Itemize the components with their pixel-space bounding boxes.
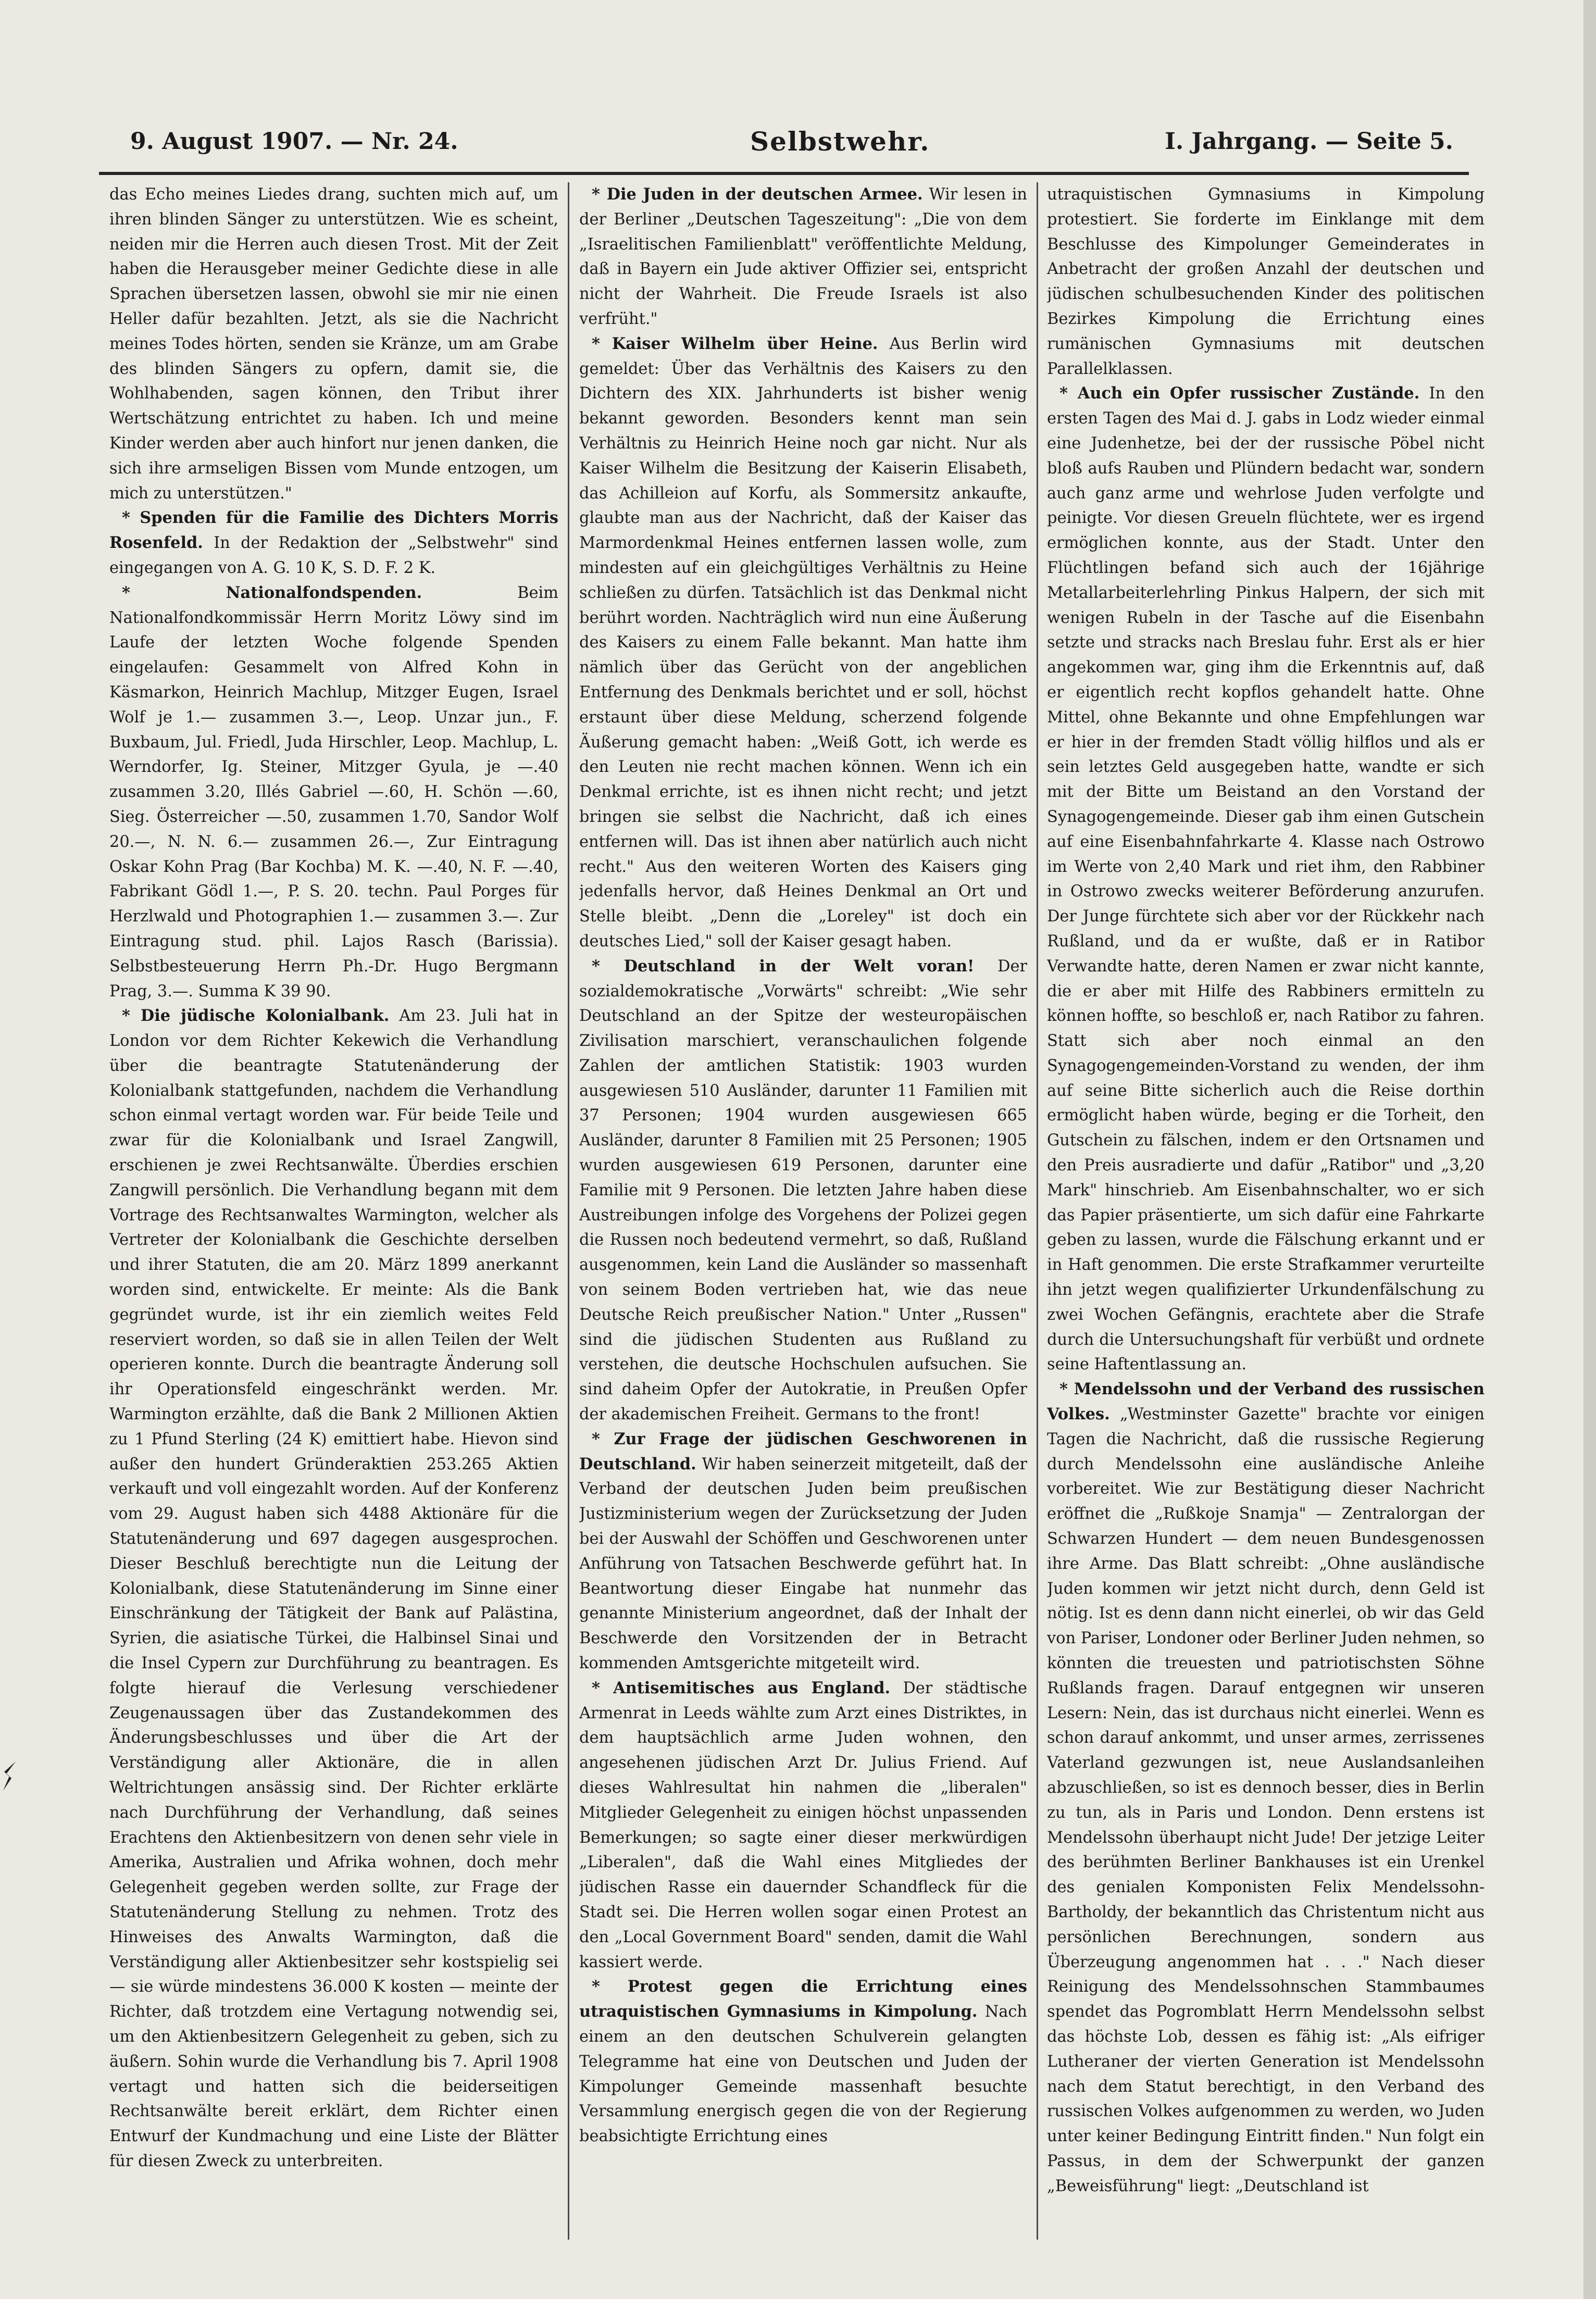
margin-mark-icon xyxy=(0,1760,17,1792)
article-heading: * Mendelssohn und der Verband des russischen Volkes. xyxy=(1047,1380,1485,1424)
article-paragraph xyxy=(109,506,558,580)
article-paragraph xyxy=(109,1004,558,2173)
article-heading: * Deutschland in der Welt voran! xyxy=(592,956,975,976)
header-divider xyxy=(99,172,1469,175)
article-text: Aus Berlin wird gemeldet: Über das Verhältnis des Kaisers zu den Dichtern des XIX. Jahrhunderts ist bisher wenig bekannt geworden. Besonders kennt man sein Verhältnis zu Heinrich Heine noch gar nicht. Nur als Kaiser Wilhelm die Besitzung der Kaiserin Elisabeth, das Achilleion auf Korfu, als Sommersitz ankaufte, glaubte man aus der Nachricht, daß der Kaiser das Marmordenkmal Heines entfernen lassen wolle, zum mindesten auf ein gleichgültiges Verhältnis zu Heine schließen zu dürfen. Tatsächlich ist das Denkmal nicht berührt worden. Nachträglich wird nun eine Äußerung des Kaisers zu einem Falle bekannt. Man hatte ihm nämlich über das Gerücht von der angeblichen Entfernung des Denkmals berichtet und er soll, höchst erstaunt über diese Meldung, scherzend folgende Äußerung gemacht haben: „Weiß Gott, ich werde es den Leuten nie recht machen können. Wenn ich ein Denkmal errichte, ist es ihnen nicht recht; und jetzt bringen sie selbst die Nachricht, daß ich eines entfernen will. Das ist ihnen aber natürlich auch nicht recht." Aus den weiteren Worten des Kaisers ging jedenfalls hervor, daß Heines Denkmal an Ort und Stelle bleibt. „Denn die „Loreley" ist doch ein deutsches Lied," soll der Kaiser gesagt haben. xyxy=(579,334,1027,951)
column-1 xyxy=(109,182,558,2240)
masthead-title: Selbstwehr. xyxy=(750,126,930,157)
article-heading: * Auch ein Opfer russischer Zustände. xyxy=(1059,384,1420,403)
volume-page-number: I. Jahrgang. — Seite 5. xyxy=(1165,128,1453,155)
article-text: „Westminster Gazette" brachte vor einigen Tagen die Nachricht, daß die russische Regierung durch Mendelssohn eine ausländische Anleihe vorbereitet. Wie zur Bestätigung dieser Nachricht eröffnet die „Rußkoje Snamja" — Zentralorgan der Schwarzen Hundert — dem neuen Bundesgenossen ihre Arme. Das Blatt schreibt: „Ohne ausländische Juden kommen wir jetzt nicht durch, denn Geld ist nötig. Ist es denn dann nicht einerlei, ob wir das Geld von Pariser, Londoner oder Berliner Juden nehmen, so könnten die treuesten und patriotischsten Söhne Rußlands fragen. Darauf entgegnen wir unseren Lesern: Nein, das ist durchaus nicht einerlei. Wenn es schon darauf ankommt, und unser armes, zerrissenes Vaterland gezwungen ist, neue Auslandsanleihen abzuschließen, so ist es dennoch besser, dies in Berlin zu tun, als in Paris und London. Denn erstens ist Mendelssohn überhaupt nicht Jude! Der jetzige Leiter des berühmten Berliner Bankhauses ist ein Urenkel des genialen Komponisten Felix Mendelssohn-Bartholdy, der bekanntlich das Christentum nicht aus persönlichen Berechnungen, sondern aus Überzeugung angenommen hat . . ." Nach dieser Reinigung des Mendelssohnschen Stammbaumes spendet das Pogromblatt Herrn Mendelssohn selbst das höchste Lob, dessen es fähig ist: „Als eifriger Lutheraner der vierten Generation ist Mendelssohn nach dem Statut berechtigt, in den Verband des russischen Volkes aufgenommen zu werden, wo Juden unter keiner Bedingung Eintritt finden." Nun folgt ein Passus, in dem der Schwerpunkt der ganzen „Beweisführung" liegt: „Deutschland ist xyxy=(1047,1405,1485,2195)
article-paragraph xyxy=(579,1427,1027,1676)
article-heading: * Spenden für die Familie des Dichters Morris Rosenfeld. xyxy=(109,508,558,553)
article-text: utraquistischen Gymnasiums in Kimpolung protestiert. Sie forderte im Einklange mit dem Beschlusse des Kimpolunger Gemeinderates in Anbetracht der großen Anzahl der deutschen und jüdischen schulbesuchenden Kinder des politischen Bezirkes Kimpolung die Errichtung eines rumänischen Gymnasiums mit deutschen Parallelklassen. xyxy=(1047,185,1485,378)
article-paragraph xyxy=(109,182,558,506)
article-text: Nach einem an den deutschen Schulverein gelangten Telegramme hat eine von Deutschen und Juden der Kimpolunger Gemeinde massenhaft besuchte Versammlung energisch gegen die von der Regierung beabsichtigte Errichtung eines xyxy=(579,2003,1027,2146)
article-paragraph xyxy=(579,954,1027,1427)
article-paragraph xyxy=(1047,182,1485,381)
article-text: Der sozialdemokratische „Vorwärts" schreibt: „Wie sehr Deutschland an der Spitze der westeuropäischen Zivilisation marschiert, veranschaulichen folgende Zahlen der amtlichen Statistik: 1903 wurden ausgewiesen 510 Ausländer, darunter 11 Familien mit 37 Personen; 1904 wurden ausgewiesen 665 Ausländer, darunter 8 Familien mit 25 Personen; 1905 wurden ausgewiesen 619 Personen, darunter eine Familie mit 9 Personen. Die letzten Jahre haben diese Austreibungen infolge des Vorgehens der Polizei gegen die Russen noch bedeutend vermehrt, so daß, Rußland ausgenommen, kein Land die Ausländer so massenhaft von seinem Boden vertrieben hat, wie das neue Deutsche Reich preußischer Nation." Unter „Russen" sind die jüdischen Studenten aus Rußland zu verstehen, die deutsche Hochschulen aufsuchen. Sie sind daheim Opfer der Autokratie, in Preußen Opfer der akademischen Freiheit. Germans to the front! xyxy=(579,957,1027,1424)
article-text: Wir haben seinerzeit mitgeteilt, daß der Verband der deutschen Juden beim preußischen Justizministerium wegen der Zurücksetzung der Juden bei der Auswahl der Schöffen und Geschworenen unter Anführung von Tatsachen Beschwerde geführt hat. In Beantwortung dieser Eingabe hat nunmehr das genannte Ministerium angeordnet, daß der Inhalt der Beschwerde den Vorsitzenden der in Betracht kommenden Amtsgerichte mitgeteilt wird. xyxy=(579,1455,1027,1673)
article-heading: * Zur Frage der jüdischen Geschworenen in Deutschland. xyxy=(579,1429,1027,1473)
page-header xyxy=(99,123,1464,165)
article-text: Am 23. Juli hat in London vor dem Richter Kekewich die Verhandlung über die beantragte Statutenänderung der Kolonialbank stattgefunden, nachdem die Verhandlung schon einmal vertagt worden war. Für beide Teile und zwar für die Kolonialbank und Israel Zangwill, erschienen je zwei Rechtsanwälte. Überdies erschien Zangwill persönlich. Die Verhandlung begann mit dem Vortrage des Rechtsanwaltes Warmington, welcher als Vertreter der Kolonialbank die Geschichte derselben und ihrer Statuten, die am 20. März 1899 anerkannt worden sind, entwickelte. Er meinte: Als die Bank gegründet wurde, ist ihr ein ziemlich weites Feld reserviert worden, so daß sie in allen Teilen der Welt operieren konnte. Durch die beantragte Änderung soll ihr Operationsfeld eingeschränkt werden. Mr. Warmington erzählte, daß die Bank 2 Millionen Aktien zu 1 Pfund Sterling (24 K) emittiert habe. Hievon sind außer den hundert Gründeraktien 253.265 Aktien verkauft und voll eingezahlt worden. Auf der Konferenz vom 29. August haben sich 4488 Aktionäre für die Statutenänderung und 697 dagegen ausgesprochen. Dieser Beschluß berechtigte nun die Leitung der Kolonialbank, diese Statutenänderung im Sinne einer Einschränkung der Tätigkeit der Bank auf Palästina, Syrien, die asiatische Türkei, die Halbinsel Sinai und die Insel Cypern zur Durchführung zu beantragen. Es folgte hierauf die Verlesung verschiedener Zeugenaussagen über das Zustandekommen des Änderungsbeschlusses und über die Art der Verständigung aller Aktionäre, die in allen Weltrichtungen ansässig sind. Der Richter erklärte nach Durchführung der Verhandlung, daß seines Erachtens den Aktienbesitzern von denen sehr viele in Amerika, Australien und Afrika wohnen, doch mehr Gelegenheit gegeben werden sollte, zur Frage der Statutenänderung Stellung zu nehmen. Trotz des Hinweises des Anwalts Warmington, daß die Verständigung aller Aktienbesitzer sehr kostspielig sei — sie würde mindestens 36.000 K kosten — meinte der Richter, daß trotzdem eine Vertagung notwendig sei, um den Aktienbesitzern Gelegenheit zu geben, sich zu äußern. Sohin wurde die Verhandlung bis 7. April 1908 vertagt und hatten sich die beiderseitigen Rechtsanwälte bereit erklärt, dem Richter einen Entwurf der Kundmachung und eine Liste der Blätter für diesen Zweck zu unterbreiten. xyxy=(109,1007,558,2170)
article-heading: * Antisemitisches aus England. xyxy=(592,1678,891,1697)
column-divider-1 xyxy=(568,182,569,2240)
article-text: Wir lesen in der Berliner „Deutschen Tageszeitung": „Die von dem „Israelitischen Familienblatt" veröffentlichte Meldung, daß in Bayern ein Jude aktiver Offizier sei, entspricht nicht der Wahrheit. Die Freude Israels ist also verfrüht." xyxy=(579,185,1027,328)
article-text: Beim Nationalfondkommissär Herrn Moritz Löwy sind im Laufe der letzten Woche folgende Spenden eingelaufen: Gesammelt von Alfred Kohn in Käsmarkon, Heinrich Machlup, Mitzger Eugen, Israel Wolf je 1.— zusammen 3.—, Leop. Unzar jun., F. Buxbaum, Jul. Friedl, Juda Hirschler, Leop. Machlup, L. Werndorfer, Ig. Steiner, Mitzger Gyula, je —.40 zusammen 3.20, Illés Gabriel —.60, H. Schön —.60, Sieg. Österreicher —.50, zusammen 1.70, Sandor Wolf 20.—, N. N. 6.— zusammen 26.—, Zur Eintragung Oskar Kohn Prag (Bar Kochba) M. K. —.40, N. F. —.40, Fabrikant Gödl 1.—, P. S. 20. techn. Paul Porges für Herzlwald und Photographien 1.— zusammen 3.—. Zur Eintragung stud. phil. Lajos Rasch (Barissia). Selbstbesteuerung Herrn Ph.-Dr. Hugo Bergmann Prag, 3.—. Summa K 39 90. xyxy=(109,583,558,1001)
article-text: In den ersten Tagen des Mai d. J. gabs in Lodz wieder einmal eine Judenhetze, bei der der russische Pöbel nicht bloß aufs Rauben und Plündern bedacht war, sondern auch ganz arme und wehrlose Juden verfolgte und peinigte. Vor diesen Greueln flüchtete, wer es irgend ermöglichen konnte, aus der Stadt. Unter den Flüchtlingen befand sich auch der 16jährige Metallarbeiterlehrling Pinkus Halpern, der sich mit wenigen Rubeln in der Tasche auf die Eisenbahn setzte und stracks nach Breslau fuhr. Erst als er hier angekommen war, ging ihm die Erkenntnis auf, daß er eigentlich recht kopflos gehandelt hatte. Ohne Mittel, ohne Bekannte und ohne Empfehlungen war er hier in der fremden Stadt völlig hilflos und als er sein letztes Geld ausgegeben hatte, wandte er sich mit der Bitte um Beistand an den Vorstand der Synagogengemeinde. Dieser gab ihm einen Gutschein auf eine Eisenbahnfahrkarte 4. Klasse nach Ostrowo im Werte von 2,40 Mark und riet ihm, den Rabbiner in Ostrowo zwecks weiterer Beförderung anzurufen. Der Junge fürchtete sich aber vor der Rückkehr nach Rußland, und da er wußte, daß er in Ratibor Verwandte hatte, deren Namen er zwar nicht kannte, die er aber mit Hilfe des Rabbiners ermitteln zu können hoffte, so beschloß er, nach Ratibor zu fahren. Statt sich aber noch einmal an den Synagogengemeinden-Vorstand zu wenden, der ihm auf seine Bitte sicherlich auch die Reise dorthin ermöglicht haben würde, beging er die Torheit, den Gutschein zu fälschen, indem er den Ortsnamen und den Preis ausradierte und dafür „Ratibor" und „3,20 Mark" hinschrieb. Am Eisenbahnschalter, wo er sich das Papier präsentierte, um sich dafür eine Fahrkarte geben zu lassen, wurde die Fälschung erkannt und er in Haft genommen. Die erste Strafkammer verurteilte ihn jetzt wegen qualifizierter Urkundenfälschung zu zwei Wochen Gefängnis, erachtete aber die Strafe durch die Untersuchungshaft für verbüßt und ordnete seine Haftentlassung an. xyxy=(1047,384,1485,1374)
column-3 xyxy=(1047,182,1485,2240)
article-text: das Echo meines Liedes drang, suchten mich auf, um ihren blinden Sänger zu unterstützen. Wie es scheint, neiden mir die Herren auch diesen Trost. Mit der Zeit haben die Herausgeber meiner Gedichte diese in alle Sprachen übersetzen lassen, obwohl sie mir nie einen Heller dafür bezahlten. Jetzt, als sie die Nachricht meines Todes hörten, senden sie Kränze, um am Grabe des blinden Sängers zu opfern, damit sie, die Wohlhabenden, sagen können, den Tribut ihrer Wertschätzung entrichtet zu haben. Ich und meine Kinder werden aber auch hinfort nur jenen danken, die sich ihre armseligen Bissen vom Munde entzogen, um mich zu unterstützen." xyxy=(109,185,558,503)
article-heading: * Die Juden in der deutschen Armee. xyxy=(592,185,923,204)
article-heading: * Kaiser Wilhelm über Heine. xyxy=(592,334,878,353)
article-text: In der Redaktion der „Selbstwehr" sind eingegangen von A. G. 10 K, S. D. F. 2 K. xyxy=(109,534,558,577)
article-heading: * Protest gegen die Errichtung eines utraquistischen Gymnasiums in Kimpolung. xyxy=(579,1977,1027,2021)
article-paragraph xyxy=(579,182,1027,332)
article-heading: * Nationalfondspenden. xyxy=(122,583,422,602)
issue-date: 9. August 1907. — Nr. 24. xyxy=(130,128,458,155)
column-divider-2 xyxy=(1037,182,1038,2240)
article-paragraph xyxy=(579,332,1027,954)
article-paragraph xyxy=(579,1676,1027,1975)
column-2 xyxy=(579,182,1027,2240)
article-paragraph xyxy=(579,1975,1027,2149)
article-heading: * Die jüdische Kolonialbank. xyxy=(122,1006,390,1026)
article-paragraph xyxy=(1047,1377,1485,2198)
article-paragraph xyxy=(1047,381,1485,1377)
article-text: Der städtische Armenrat in Leeds wählte zum Arzt eines Distriktes, in dem hauptsächlich arme Juden wohnen, den angesehenen jüdischen Arzt Dr. Julius Friend. Auf dieses Wahlresultat hin nahmen die „liberalen" Mitglieder Gelegenheit zu einigen höchst unpassenden Bemerkungen; so sagte einer dieser merkwürdigen „Liberalen", daß die Wahl eines Mitgliedes der jüdischen Rasse ein dauernder Schandfleck für die Stadt sei. Die Herren wollen sogar einen Protest an den „Local Government Board" senden, damit die Wahl kassiert werde. xyxy=(579,1679,1027,1971)
article-paragraph xyxy=(109,581,558,1004)
page-edge xyxy=(1583,0,1596,2299)
